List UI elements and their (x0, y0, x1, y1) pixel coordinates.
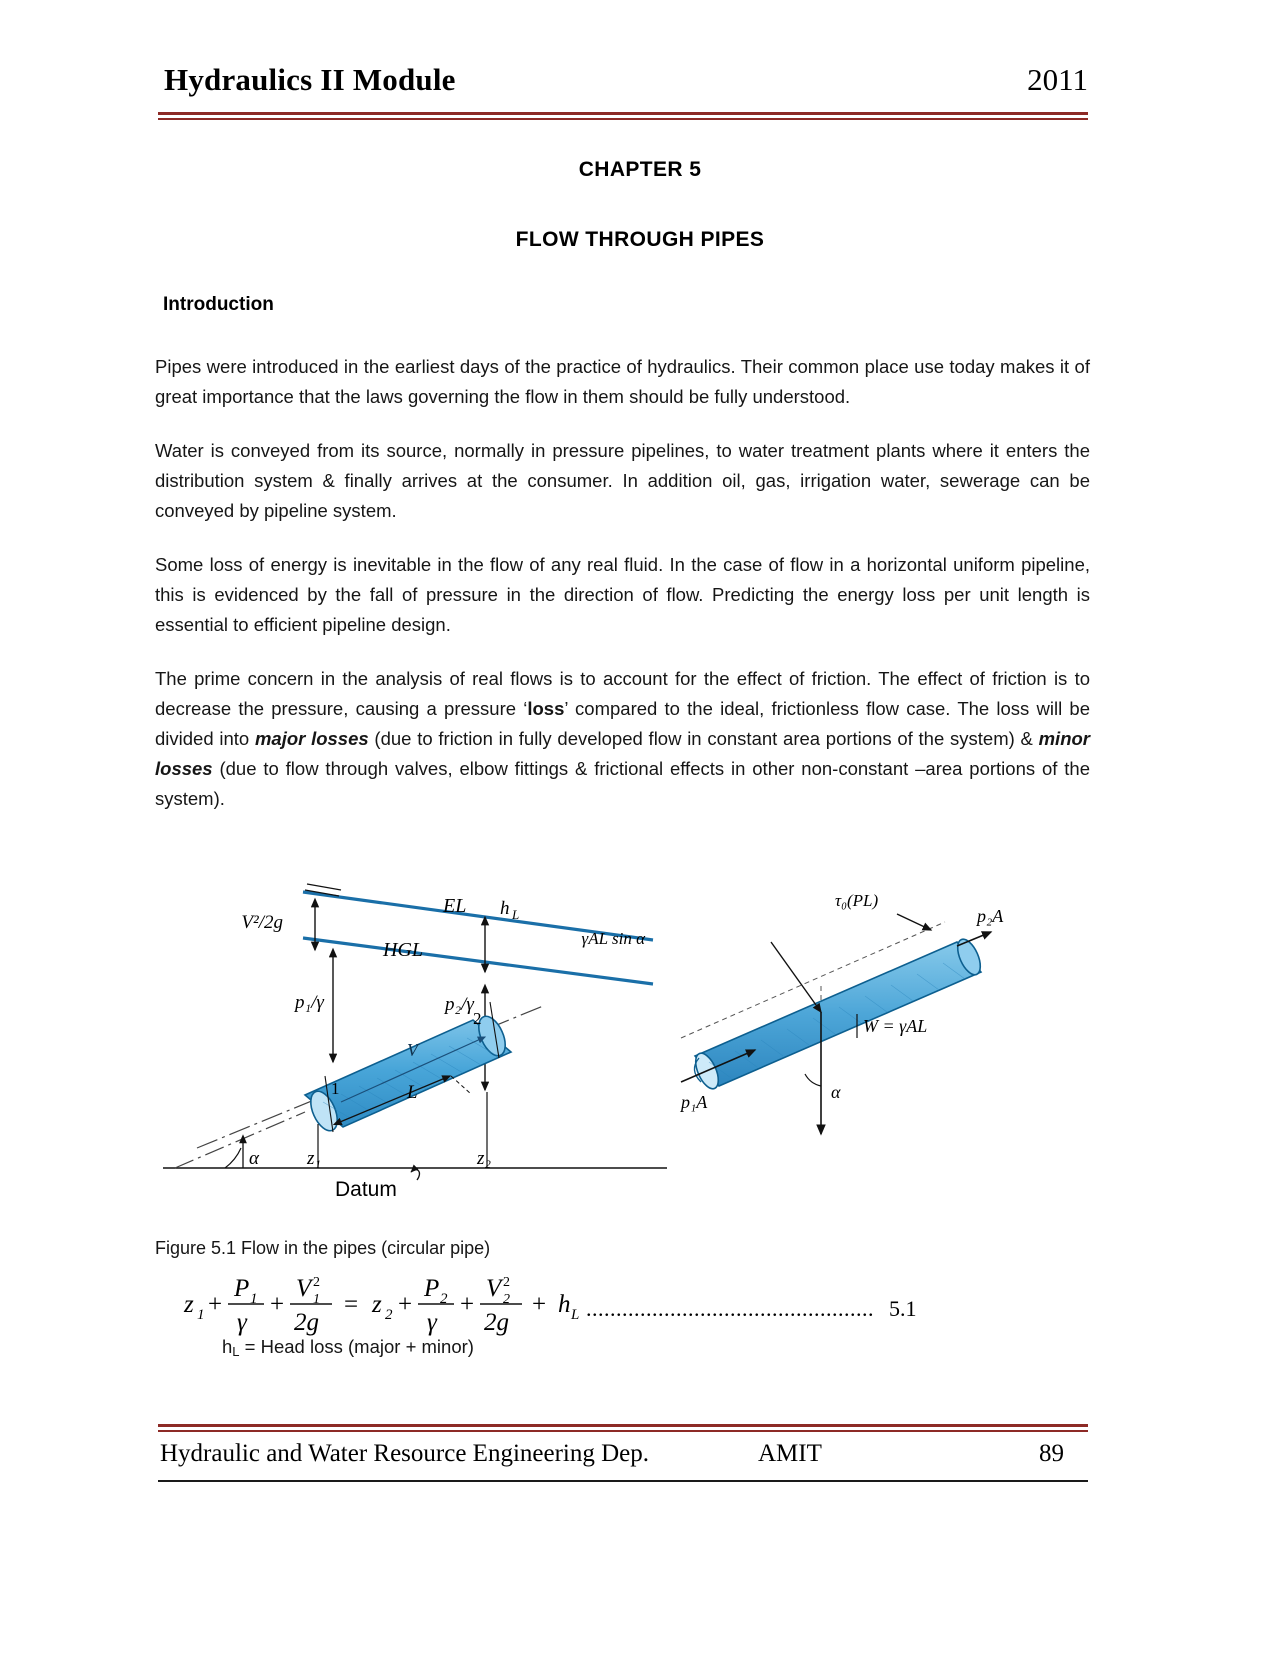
head-loss-symbol: h (222, 1336, 233, 1357)
label-section-1: 1 (331, 1079, 340, 1098)
header-year: 2011 (1027, 62, 1088, 97)
body-text-column (155, 352, 1090, 814)
eq-term-V1-sup: 2 (313, 1275, 320, 1290)
paragraph-4-seg-2: compared to the ideal, frictionless flow case. The loss will be divided into (155, 697, 1090, 749)
label-energy-line: EL (443, 895, 467, 917)
label-angle-alpha-left: α (249, 1148, 259, 1169)
footer-rule-second (158, 1430, 1088, 1432)
paragraph-4-seg-4: (due to flow through valves, elbow fittings & frictional effects in other non-constant –area portions of the system). (155, 757, 1090, 809)
eq-term-P1: P (234, 1275, 250, 1302)
footer-rule-top (158, 1424, 1088, 1427)
head-loss-definition-text: = Head loss (major + minor) (244, 1336, 474, 1357)
eq-term-P2-sub: 2 (440, 1291, 448, 1307)
eq-term-z2: z (372, 1291, 382, 1318)
eq-term-2g-2: 2g (484, 1309, 509, 1336)
eq-term-V2-sub: 2 (503, 1292, 510, 1307)
label-hgl: HGL (383, 939, 424, 961)
label-section-2: 2 (473, 1009, 482, 1028)
eq-term-z1-sub: 1 (197, 1307, 205, 1323)
paragraph-3: Some loss of energy is inevitable in the flow of any real fluid. In the case of flow in a horizontal uniform pipeline, this is evidenced by the fall of pressure in the direction of flow. Predicting the energy loss per unit length is essential to efficient pipeline design. (155, 553, 1090, 635)
head-loss-symbol-subscript: L (232, 1344, 240, 1359)
header-rule-bottom (158, 118, 1088, 120)
label-pressure-head-2: p₂/γ (445, 994, 474, 1015)
label-shear-force: τ₀(PL) (835, 891, 879, 910)
eq-plus-4: + (460, 1291, 475, 1318)
label-weight: W = γAL (863, 1016, 928, 1036)
eq-term-P2: P (424, 1275, 440, 1302)
eq-term-V1: V (296, 1275, 312, 1302)
eq-term-P1-sub: 1 (250, 1291, 258, 1307)
page-footer (158, 1424, 1088, 1494)
section-heading-introduction: Introduction (163, 294, 274, 315)
gravity-component-arrow (771, 942, 821, 1012)
label-velocity-head: V²/2g (241, 912, 283, 933)
eq-term-gamma-2: γ (427, 1309, 437, 1336)
label-datum: Datum (335, 1178, 397, 1201)
eq-leader-dots: ................................................ (586, 1296, 874, 1321)
shear-force-arrow (897, 914, 931, 930)
paragraph-4: The prime concern in the analysis of real flows is to account for the effect of friction. The effect of friction is to decrease the pressure, causing a pressure ‘loss’ compared to the ideal, frictionless flow case. The loss will be divided into major losses (due to friction in fully developed flow in constant area portions of the system) & minor losses (due to flow through valves, elbow fittings & frictional effects in other non-constant –area portions of the system). (155, 667, 1090, 809)
eq-term-V2-sup: 2 (503, 1275, 510, 1290)
eq-number: 5.1 (889, 1296, 917, 1321)
eq-term-hL: h (558, 1291, 571, 1318)
eq-term-V2: V (486, 1275, 502, 1302)
chapter-subtitle: FLOW THROUGH PIPES (515, 228, 765, 251)
label-pressure-force-2: p₂A (977, 906, 1004, 926)
eq-term-V1-sub: 1 (313, 1292, 320, 1307)
footer-page-number: 89 (1039, 1440, 1064, 1467)
label-angle-alpha-right: α (831, 1082, 841, 1102)
eq-term-gamma-1: γ (237, 1309, 247, 1336)
paragraph-1: Pipes were introduced in the earliest days of the practice of hydraulics. Their common place use today makes it of great importance that the laws governing the flow in them should be fully understood. (155, 356, 1090, 407)
pipe-cylinder-left (305, 1012, 511, 1134)
footer-department: Hydraulic and Water Resource Engineering Dep. (160, 1440, 650, 1467)
term-loss: loss (527, 697, 565, 719)
label-head-loss: h (500, 898, 510, 919)
right-diagram-group (582, 891, 1005, 1134)
page-header (158, 62, 1088, 124)
head-loss-definition (222, 1336, 474, 1359)
paragraph-2: Water is conveyed from its source, normally in pressure pipelines, to water treatment plants where it enters the distribution system & finally arrives at the consumer. In addition oil, gas, irrigation water, sewerage can be conveyed by pipeline system. (155, 439, 1090, 521)
eq-term-2g-1: 2g (294, 1309, 319, 1336)
label-pressure-force-1: p₁A (681, 1092, 708, 1112)
label-gravity-component: γAL sin α (581, 929, 645, 948)
figure-5-1-pipe-flow-diagram (155, 880, 1095, 1220)
term-minor-losses: minor losses (155, 727, 1090, 779)
paragraph-4-seg-1: The prime concern in the analysis of real flows is to account for the effect of friction. The effect of friction is to decrease the pressure, causing a pressure (155, 667, 1090, 719)
label-length: L (407, 1082, 418, 1103)
header-title: Hydraulics II Module (164, 62, 456, 97)
eq-plus-1: + (208, 1291, 223, 1318)
pipe-element-cylinder (691, 936, 985, 1092)
footer-author: AMIT (758, 1440, 822, 1467)
eq-plus-2: + (270, 1291, 285, 1318)
footer-rule-bottom (158, 1480, 1088, 1482)
eq-plus-3: + (398, 1291, 413, 1318)
chapter-title: CHAPTER 5 (578, 158, 702, 181)
label-velocity: V (407, 1040, 418, 1060)
figure-caption: Figure 5.1 Flow in the pipes (circular pipe) (155, 1238, 491, 1258)
term-major-losses: major losses (254, 727, 369, 749)
label-head-loss-subscript: L (512, 907, 520, 922)
label-pressure-head-1: p₁/γ (295, 992, 324, 1013)
equation-5-1 (180, 1268, 1080, 1338)
eq-term-z2-sub: 2 (385, 1307, 393, 1323)
label-elevation-1: z₁ (307, 1148, 321, 1169)
eq-term-z1: z (184, 1291, 194, 1318)
label-elevation-2: z₂ (477, 1148, 491, 1169)
eq-plus-5: + (532, 1291, 547, 1318)
paragraph-4-seg-3: (due to friction in fully developed flow in constant area portions of the system) & (368, 727, 1039, 749)
eq-equals: = (344, 1291, 359, 1318)
eq-term-hL-sub: L (571, 1307, 580, 1323)
header-rule-top (158, 112, 1088, 115)
